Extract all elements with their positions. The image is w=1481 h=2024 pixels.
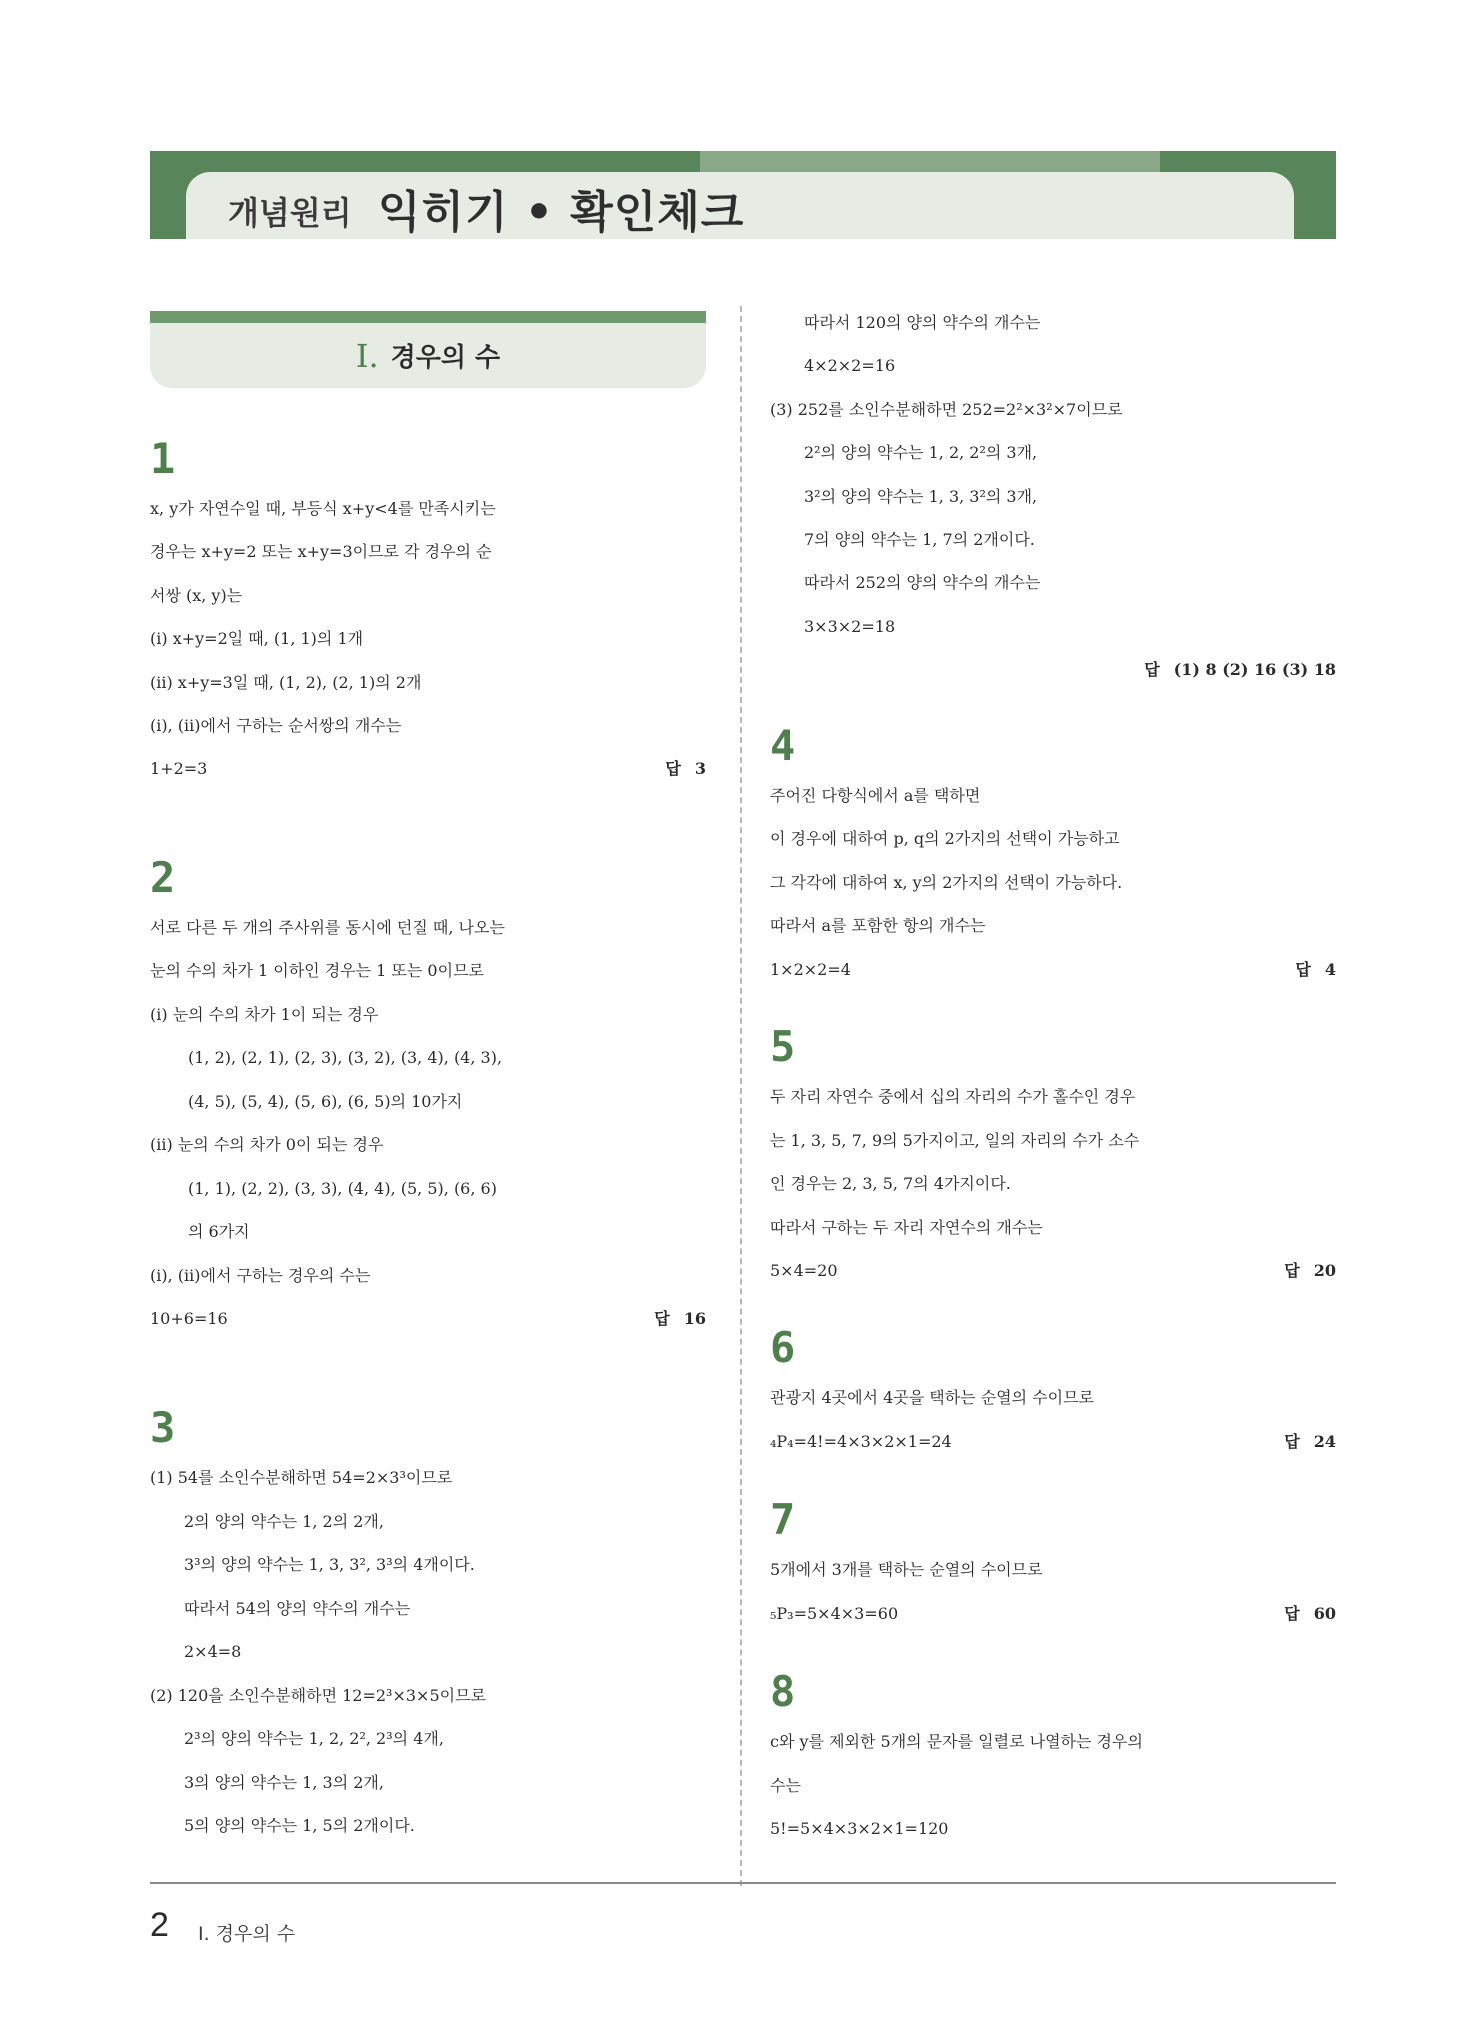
problem-number: 2 [150, 853, 176, 902]
solution-line: 따라서 54의 양의 약수의 개수는 [184, 1599, 411, 1618]
solution-line: (1, 1), (2, 2), (3, 3), (4, 4), (5, 5), (6, 6) [188, 1179, 497, 1198]
chapter-box [150, 323, 706, 388]
answer-mark: 답 [654, 1309, 670, 1328]
solution-line: 서쌍 (x, y)는 [150, 586, 243, 605]
problem-number: 4 [770, 721, 796, 770]
solution-line: 그 각각에 대하여 x, y의 2가지의 선택이 가능하다. [770, 873, 1123, 892]
solution-line: 2의 양의 약수는 1, 2의 2개, [184, 1512, 384, 1531]
solution-line: 의 6가지 [188, 1222, 250, 1241]
solution-line: (i) x+y=2일 때, (1, 1)의 1개 [150, 629, 364, 648]
solution-line: (3) 252를 소인수분해하면 252=2²×3²×7이므로 [770, 400, 1123, 419]
answer [665, 752, 706, 786]
solution-line: 수는 [770, 1776, 801, 1795]
solution-line: 2³의 양의 약수는 1, 2, 2², 2³의 4개, [184, 1729, 444, 1748]
column-divider [740, 306, 742, 1886]
solution-line: 따라서 252의 양의 약수의 개수는 [804, 573, 1041, 592]
header-subtitle: 개념원리 [228, 195, 352, 231]
answer-value: 20 [1313, 1261, 1336, 1280]
answer [1284, 1425, 1336, 1459]
answer-value: 3 [694, 759, 706, 778]
solution-line: c와 y를 제외한 5개의 문자를 일렬로 나열하는 경우의 [770, 1732, 1143, 1751]
problem-number: 8 [770, 1667, 796, 1716]
solution-line: 1×2×2=4 [770, 960, 851, 979]
solution-line: ₅P₃=5×4×3=60 [770, 1604, 899, 1623]
answer-value: 4 [1324, 960, 1336, 979]
solution-line: 3²의 양의 약수는 1, 3, 3²의 3개, [804, 487, 1038, 506]
solution-line: 5!=5×4×3×2×1=120 [770, 1819, 949, 1838]
solution-line: (ii) 눈의 수의 차가 0이 되는 경우 [150, 1135, 384, 1154]
problem-number: 7 [770, 1495, 796, 1544]
solution-line: 서로 다른 두 개의 주사위를 동시에 던질 때, 나오는 [150, 918, 505, 937]
solution-line: (1, 2), (2, 1), (2, 3), (3, 2), (3, 4), (4, 3), [188, 1048, 503, 1067]
chapter-title: 경우의 수 [390, 343, 501, 373]
solution-line: 5개에서 3개를 택하는 순열의 수이므로 [770, 1560, 1043, 1579]
header-title: 익히기 • 확인체크 [378, 187, 745, 238]
solution-line: 3³의 양의 약수는 1, 3, 3², 3³의 4개이다. [184, 1555, 475, 1574]
solution-line: 경우는 x+y=2 또는 x+y=3이므로 각 경우의 순 [150, 542, 492, 561]
answer-value: 24 [1313, 1432, 1336, 1451]
answer-mark: 답 [1295, 960, 1311, 979]
solution-line: 4×2×2=16 [804, 356, 896, 375]
solution-line: 3의 양의 약수는 1, 3의 2개, [184, 1773, 384, 1792]
solution-line: 따라서 120의 양의 약수의 개수는 [804, 313, 1041, 332]
solution-line: 2×4=8 [184, 1642, 242, 1661]
chapter-number: I. [355, 336, 379, 375]
problem-number: 1 [150, 434, 176, 483]
solution-line: 인 경우는 2, 3, 5, 7의 4가지이다. [770, 1174, 1011, 1193]
solution-line: (i), (ii)에서 구하는 순서쌍의 개수는 [150, 716, 402, 735]
chapter-bar [150, 311, 706, 323]
footer-rule [150, 1882, 1336, 1884]
problem-number: 6 [770, 1323, 796, 1372]
page-number: 2 [150, 1906, 169, 1944]
header-band-highlight [700, 151, 1160, 173]
problem-number: 5 [770, 1022, 796, 1071]
answer-mark: 답 [1144, 660, 1160, 679]
solution-line: (2) 120을 소인수분해하면 12=2³×3×5이므로 [150, 1686, 487, 1705]
problem-number: 3 [150, 1403, 176, 1452]
footer-chapter: I. 경우의 수 [198, 1923, 296, 1945]
solution-line: 두 자리 자연수 중에서 십의 자리의 수가 홀수인 경우 [770, 1087, 1136, 1106]
solution-line: 주어진 다항식에서 a를 택하면 [770, 786, 981, 805]
solution-line: 이 경우에 대하여 p, q의 2가지의 선택이 가능하고 [770, 829, 1120, 848]
solution-line: 3×3×2=18 [804, 617, 896, 636]
solution-line: 1+2=3 [150, 759, 208, 778]
solution-line: (1) 54를 소인수분해하면 54=2×3³이므로 [150, 1468, 453, 1487]
solution-line: x, y가 자연수일 때, 부등식 x+y<4를 만족시키는 [150, 499, 496, 518]
solution-line: (ii) x+y=3일 때, (1, 2), (2, 1)의 2개 [150, 673, 422, 692]
solution-line: 관광지 4곳에서 4곳을 택하는 순열의 수이므로 [770, 1388, 1094, 1407]
answer [654, 1302, 706, 1336]
solution-line: (4, 5), (5, 4), (5, 6), (6, 5)의 10가지 [188, 1092, 463, 1111]
answer [1295, 953, 1336, 987]
solution-line: 5×4=20 [770, 1261, 838, 1280]
answer-mark: 답 [1284, 1261, 1300, 1280]
solution-line: (i) 눈의 수의 차가 1이 되는 경우 [150, 1005, 379, 1024]
answer-value: 60 [1313, 1604, 1336, 1623]
solution-line: ₄P₄=4!=4×3×2×1=24 [770, 1432, 952, 1451]
solution-line: (i), (ii)에서 구하는 경우의 수는 [150, 1266, 371, 1285]
answer-value: 16 [683, 1309, 706, 1328]
answer-value: (1) 8 (2) 16 (3) 18 [1173, 660, 1336, 679]
answer-mark: 답 [1284, 1432, 1300, 1451]
solution-line: 5의 양의 약수는 1, 5의 2개이다. [184, 1816, 415, 1835]
solution-line: 따라서 a를 포함한 항의 개수는 [770, 916, 986, 935]
answer [1284, 1254, 1336, 1288]
solution-line: 따라서 구하는 두 자리 자연수의 개수는 [770, 1218, 1043, 1237]
solution-line: 10+6=16 [150, 1309, 228, 1328]
solution-line: 2²의 양의 약수는 1, 2, 2²의 3개, [804, 443, 1038, 462]
answer-mark: 답 [1284, 1604, 1300, 1623]
answer-mark: 답 [665, 759, 681, 778]
answer [1284, 1597, 1336, 1631]
solution-line: 는 1, 3, 5, 7, 9의 5가지이고, 일의 자리의 수가 소수 [770, 1131, 1140, 1150]
solution-line: 7의 양의 약수는 1, 7의 2개이다. [804, 530, 1035, 549]
answer [1144, 653, 1336, 687]
solution-line: 눈의 수의 차가 1 이하인 경우는 1 또는 0이므로 [150, 961, 484, 980]
